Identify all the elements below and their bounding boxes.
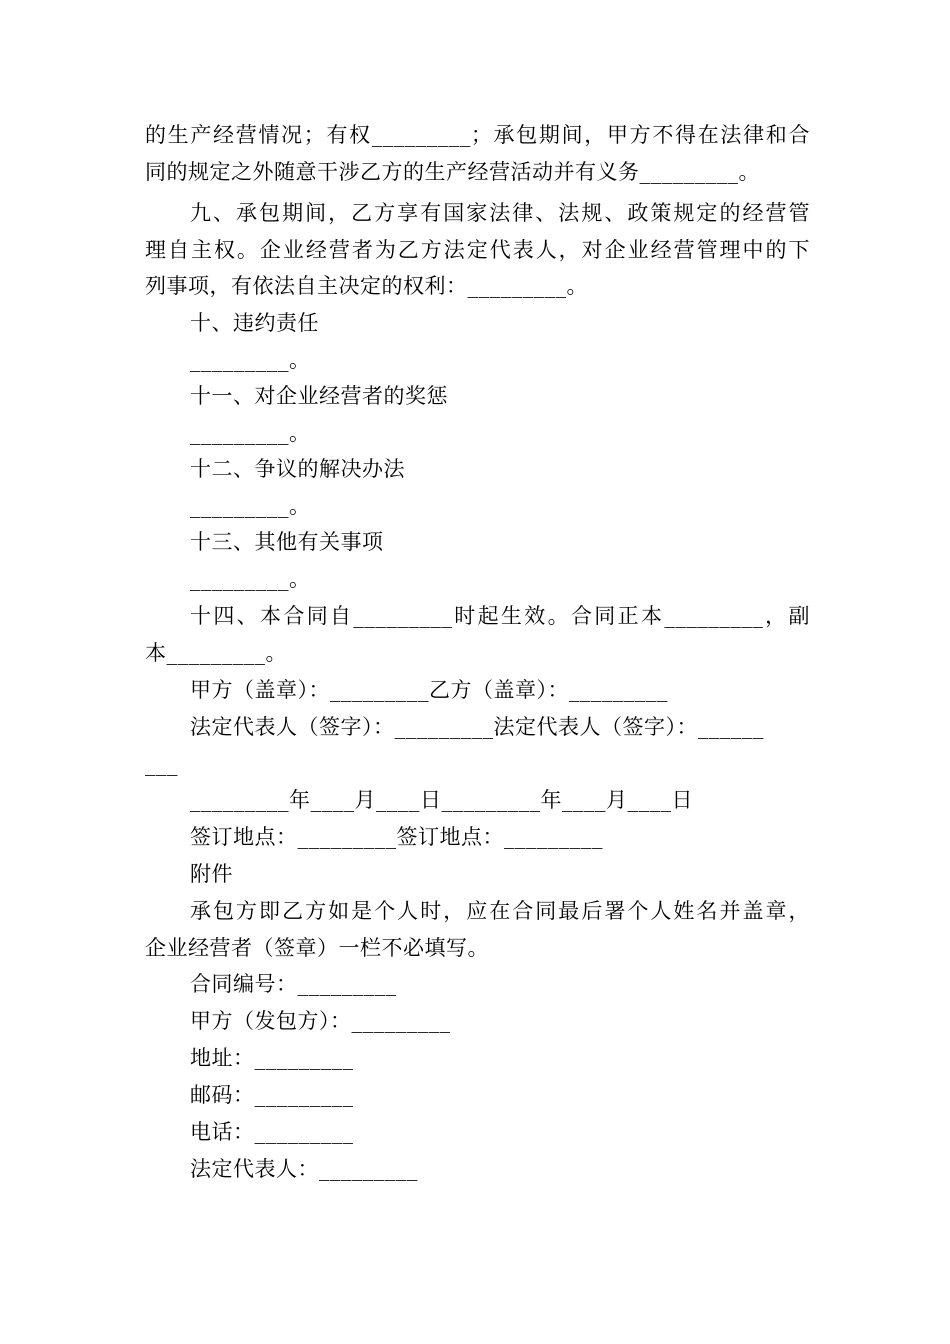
text-line: 企业经营者（签章）一栏不必填写。 (145, 936, 489, 960)
text-line: 列事项，有依法自主决定的权利：_________。 (145, 274, 588, 298)
text-line: 的生产经营情况；有权_________；承包期间，甲方不得在法律和合 (145, 123, 810, 147)
section-heading: 十一、对企业经营者的奖惩 (190, 384, 448, 408)
form-field: 电话：_________ (190, 1120, 354, 1144)
text-line: 理自主权。企业经营者为乙方法定代表人，对企业经营管理中的下 (145, 238, 810, 262)
blank-line: _________。 (190, 348, 311, 372)
form-field: 法定代表人：_________ (190, 1157, 418, 1181)
date-line: _________年____月____日_________年____月____日 (190, 788, 693, 812)
text-line: 十四、本合同自_________时起生效。合同正本_________，副 (190, 604, 810, 628)
signature-line: 甲方（盖章）：_________乙方（盖章）：_________ (190, 678, 668, 702)
blank-line: _________。 (190, 494, 311, 518)
signature-line: 法定代表人（签字）：_________法定代表人（签字）：______ (190, 715, 764, 739)
text-line: 承包方即乙方如是个人时，应在合同最后署个人姓名并盖章， (190, 899, 810, 923)
text-line: 本_________。 (145, 641, 287, 665)
signature-line: ___ (145, 752, 178, 776)
form-field: 甲方（发包方）：_________ (190, 1009, 451, 1033)
place-line: 签订地点：_________签订地点：_________ (190, 825, 603, 849)
form-field: 地址：_________ (190, 1046, 354, 1070)
section-heading: 十、违约责任 (190, 311, 319, 335)
blank-line: _________。 (190, 567, 311, 591)
blank-line: _________。 (190, 421, 311, 445)
section-heading: 十二、争议的解决办法 (190, 457, 405, 481)
attachment-heading: 附件 (190, 862, 233, 886)
text-line: 同的规定之外随意干涉乙方的生产经营活动并有义务_________。 (145, 160, 760, 184)
text-line: 九、承包期间，乙方享有国家法律、法规、政策规定的经营管 (190, 201, 810, 225)
form-field: 邮码：_________ (190, 1083, 354, 1107)
form-field: 合同编号：_________ (190, 972, 397, 996)
section-heading: 十三、其他有关事项 (190, 530, 384, 554)
